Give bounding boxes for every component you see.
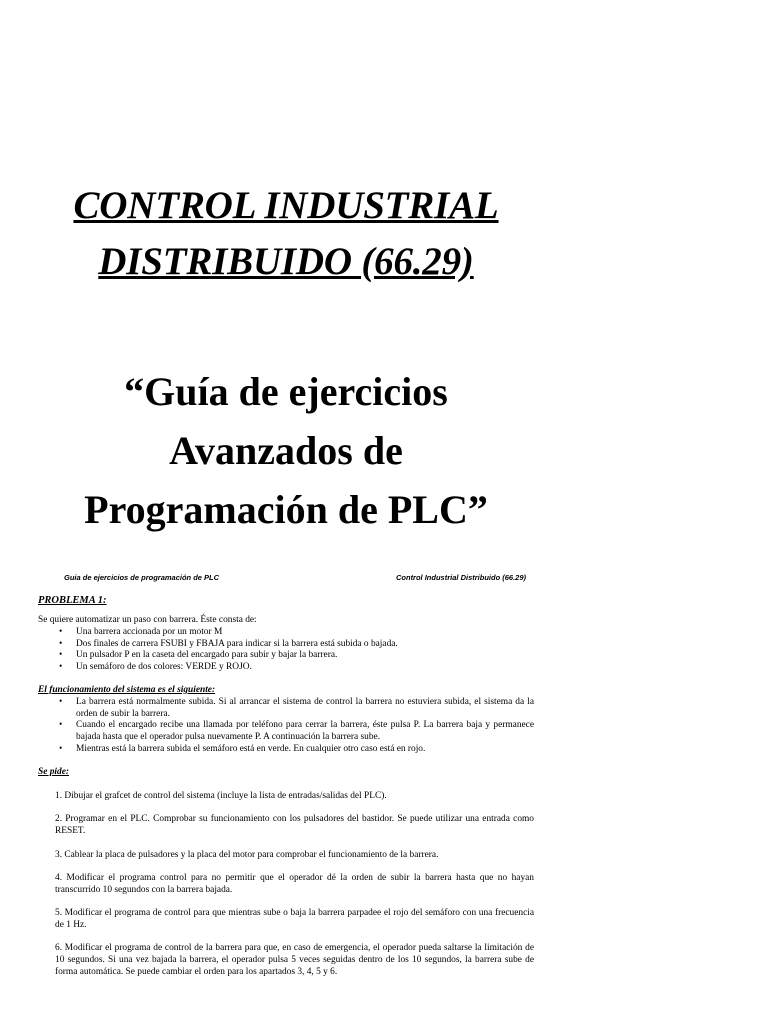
list-item: 5. Modificar el programa de control para que mientras sube o baja la barrera parpadee el rojo del semáforo con una frecuencia de 1 Hz. [55, 908, 534, 930]
list-item: • Una barrera accionada por un motor M [76, 627, 534, 639]
cover-subtitle-line-2: Avanzados de [169, 428, 403, 473]
list-item: 4. Modificar el programa control para no permitir que el operador dé la orden de subir la barrera hasta que no hayan transcurrido 10 segundos con la barrera bajada. [55, 873, 534, 895]
cover-subtitle [0, 362, 572, 539]
requests-list [38, 791, 534, 979]
list-item: 2. Programar en el PLC. Comprobar su funcionamiento con los pulsadores del bastidor. Se puede utilizar una entrada como RESET. [55, 814, 534, 836]
cover-title-line-1: CONTROL INDUSTRIAL [73, 184, 499, 227]
list-item: • Un pulsador P en la caseta del encargado para subir y bajar la barrera. [76, 650, 534, 662]
requests-heading: Se pide: [38, 767, 69, 778]
problem-heading: PROBLEMA 1: [38, 595, 107, 606]
list-item: 1. Dibujar el grafcet de control del sistema (incluye la lista de entradas/salidas del PLC). [55, 790, 387, 801]
functioning-heading: El funcionamiento del sistema es el siguiente: [38, 684, 216, 695]
problem-section [38, 595, 534, 990]
cover-subtitle-line-1: “Guía de ejercicios [124, 369, 448, 414]
page-header-left: Guia de ejercicios de programación de PLC [64, 573, 220, 582]
page-header [64, 573, 526, 582]
list-item: 6. Modificar el programa de control de la barrera para que, en caso de emergencia, el operador pueda saltarse la limitación de 10 segundos. Si una vez bajada la barrera, el operador pulsa 5 veces seguidas dentro de los 10 segundos, la barrera sube de forma automática. Se puede cambiar el orden para los apartados 3, 4, 5 y 6. [55, 943, 534, 977]
functioning-list [38, 697, 534, 755]
list-item: • Mientras está la barrera subida el semáforo está en verde. En cualquier otro caso está en rojo. [76, 744, 534, 756]
cover-title [0, 178, 572, 290]
list-item: 3. Cablear la placa de pulsadores y la placa del motor para comprobar el funcionamiento de la barrera. [55, 849, 439, 860]
components-list [38, 627, 534, 673]
list-item: • Dos finales de carrera FSUBI y FBAJA para indicar si la barrera está subida o bajada. [76, 639, 534, 651]
list-item: • Un semáforo de dos colores: VERDE y ROJO. [76, 662, 534, 674]
cover-title-line-2: DISTRIBUIDO (66.29) [98, 240, 474, 283]
cover-subtitle-line-3: Programación de PLC” [84, 487, 488, 532]
list-item: • Cuando el encargado recibe una llamada por teléfono para cerrar la barrera, éste pulsa P. La barrera baja y permanece bajada hasta que el operador pulsa nuevamente P. A continuación la barrera sube. [76, 720, 534, 743]
page-header-right: Control Industrial Distribuido (66.29) [395, 573, 526, 582]
list-item: • La barrera está normalmente subida. Si al arrancar el sistema de control la barrera no estuviera subida, el sistema da la orden de subir la barrera. [76, 697, 534, 720]
problem-intro: Se quiere automatizar un paso con barrera. Éste consta de: [38, 614, 257, 625]
